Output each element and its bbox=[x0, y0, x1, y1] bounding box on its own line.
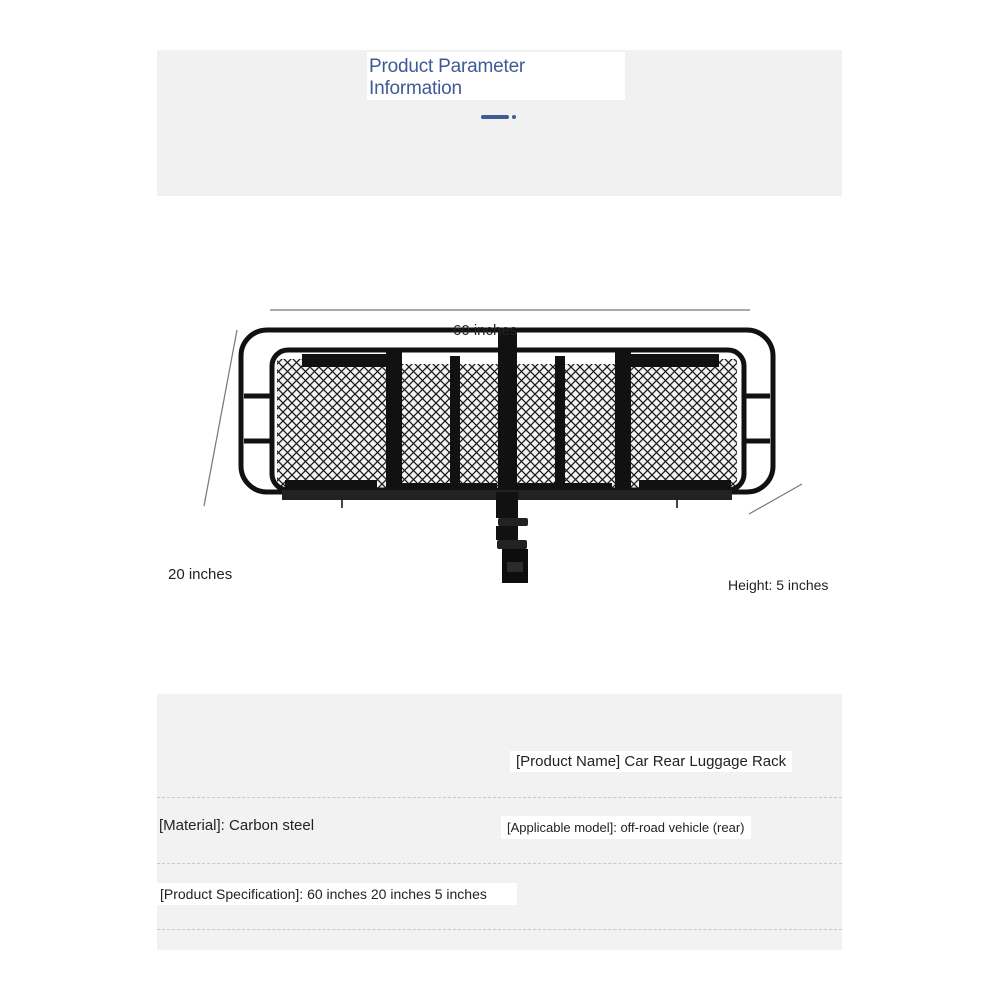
header-band bbox=[157, 50, 842, 196]
hitch-receiver bbox=[496, 492, 528, 583]
spec-table bbox=[157, 694, 842, 950]
cargo-rack-illustration bbox=[157, 196, 842, 694]
material-spec: [Material]: Carbon steel bbox=[159, 817, 315, 834]
specification-spec: [Product Specification]: 60 inches 20 inches 5 inches bbox=[157, 883, 517, 905]
product-name-spec: [Product Name] Car Rear Luggage Rack bbox=[510, 751, 792, 772]
title-underline-dot bbox=[512, 115, 516, 119]
applicable-model-spec: [Applicable model]: off-road vehicle (rear) bbox=[501, 816, 751, 839]
height-label: Height: 5 inches bbox=[728, 577, 829, 593]
spec-divider bbox=[157, 863, 842, 864]
product-parameter-panel bbox=[157, 50, 842, 950]
title-box bbox=[367, 52, 625, 100]
title-line-2: Information bbox=[369, 78, 462, 99]
width-dimension-line bbox=[204, 330, 237, 506]
title-line-1: Product Parameter bbox=[369, 56, 526, 77]
spec-divider bbox=[157, 797, 842, 798]
page-title bbox=[369, 56, 525, 100]
product-diagram bbox=[157, 196, 842, 694]
width-label: 20 inches bbox=[168, 566, 233, 583]
length-label: 60 inches bbox=[453, 322, 518, 339]
title-underline-dash bbox=[481, 115, 509, 119]
spec-divider bbox=[157, 929, 842, 930]
